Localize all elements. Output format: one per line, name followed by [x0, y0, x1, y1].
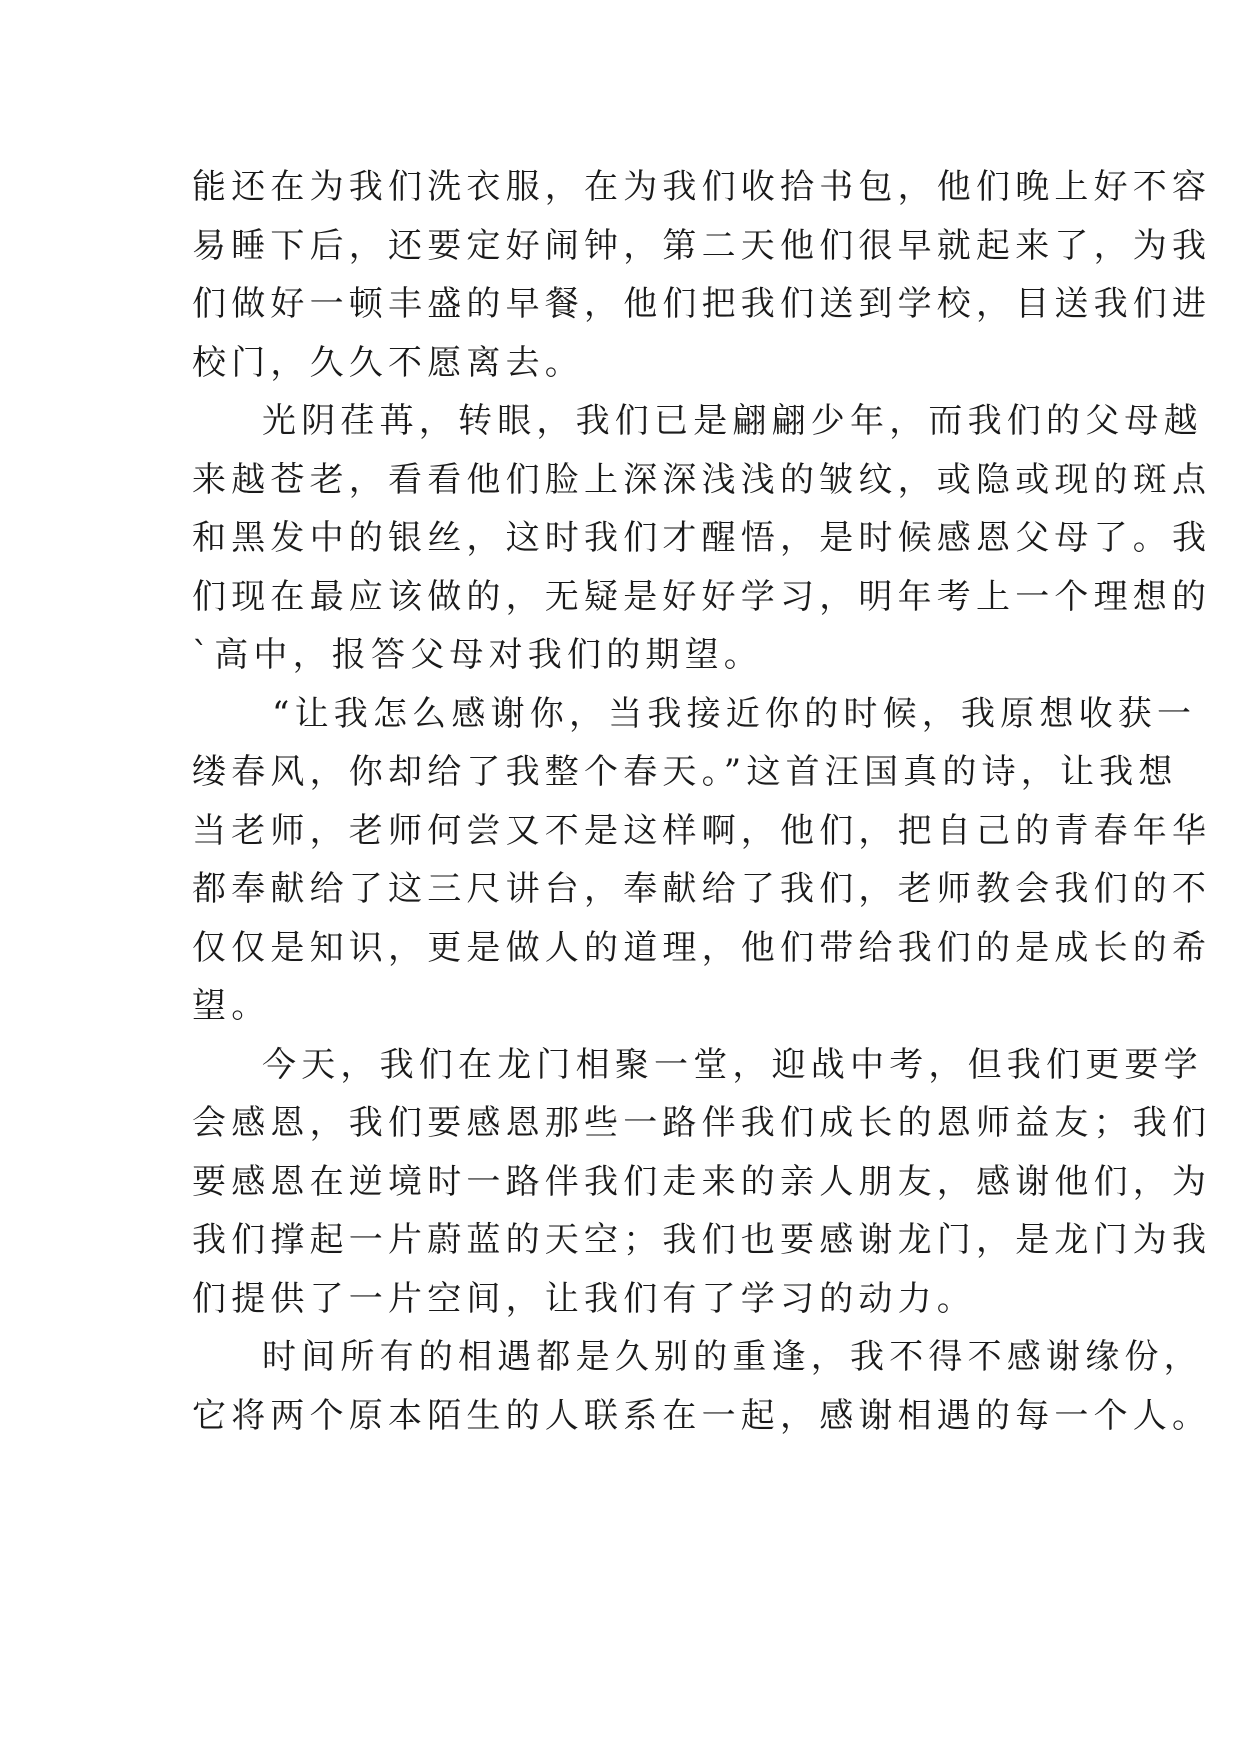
paragraph-4-line-4: 我们撑起一片蔚蓝的天空；我们也要感谢龙门，是龙门为我 — [192, 1220, 1212, 1260]
paragraph-5-line-1: 时间所有的相遇都是久别的重逢，我不得不感谢缘份， — [262, 1337, 1203, 1377]
paragraph-2-line-5: `高中，报答父母对我们的期望。 — [192, 635, 763, 675]
paragraph-3-line-4: 都奉献给了这三尺讲台，奉献给了我们，老师教会我们的不 — [192, 869, 1212, 909]
paragraph-4-line-2: 会感恩，我们要感恩那些一路伴我们成长的恩师益友；我们 — [192, 1103, 1212, 1143]
paragraph-1-line-1: 能还在为我们洗衣服，在为我们收拾书包，他们晚上好不容 — [192, 167, 1212, 207]
paragraph-3-line-6: 望。 — [192, 986, 271, 1026]
paragraph-3-line-5: 仅仅是知识，更是做人的道理，他们带给我们的是成长的希 — [192, 927, 1212, 968]
paragraph-3-line-1: “让我怎么感谢你，当我接近你的时候，我原想收获一 — [272, 693, 1197, 734]
paragraph-2-line-4: 们现在最应该做的，无疑是好好学习，明年考上一个理想的 — [192, 576, 1212, 617]
paragraph-2-line-1: 光阴荏苒，转眼，我们已是翩翩少年，而我们的父母越 — [262, 401, 1203, 441]
body-text — [192, 158, 1212, 1445]
paragraph-1-line-2: 易睡下后，还要定好闹钟，第二天他们很早就起来了，为我 — [192, 225, 1212, 266]
paragraph-1-line-3: 们做好一顿丰盛的早餐，他们把我们送到学校，目送我们进 — [192, 284, 1212, 324]
paragraph-1-line-4: 校门，久久不愿离去。 — [192, 342, 584, 383]
paragraph-2-line-2: 来越苍老，看看他们脸上深深浅浅的皱纹，或隐或现的斑点 — [192, 459, 1212, 500]
paragraph-5-line-2: 它将两个原本陌生的人联系在一起，感谢相遇的每一个人。 — [192, 1395, 1212, 1436]
paragraph-3-line-3: 当老师，老师何尝又不是这样啊，他们，把自己的青春年华 — [192, 810, 1212, 851]
paragraph-3-line-2: 缕春风，你却给了我整个春天。”这首汪国真的诗，让我想 — [192, 752, 1178, 792]
paragraph-4-line-5: 们提供了一片空间，让我们有了学习的动力。 — [192, 1278, 976, 1319]
paragraph-4-line-3: 要感恩在逆境时一路伴我们走来的亲人朋友，感谢他们，为 — [192, 1161, 1212, 1202]
paragraph-2-line-3: 和黑发中的银丝，这时我们才醒悟，是时候感恩父母了。我 — [192, 518, 1212, 558]
paragraph-4-line-1: 今天，我们在龙门相聚一堂，迎战中考，但我们更要学 — [262, 1044, 1203, 1085]
